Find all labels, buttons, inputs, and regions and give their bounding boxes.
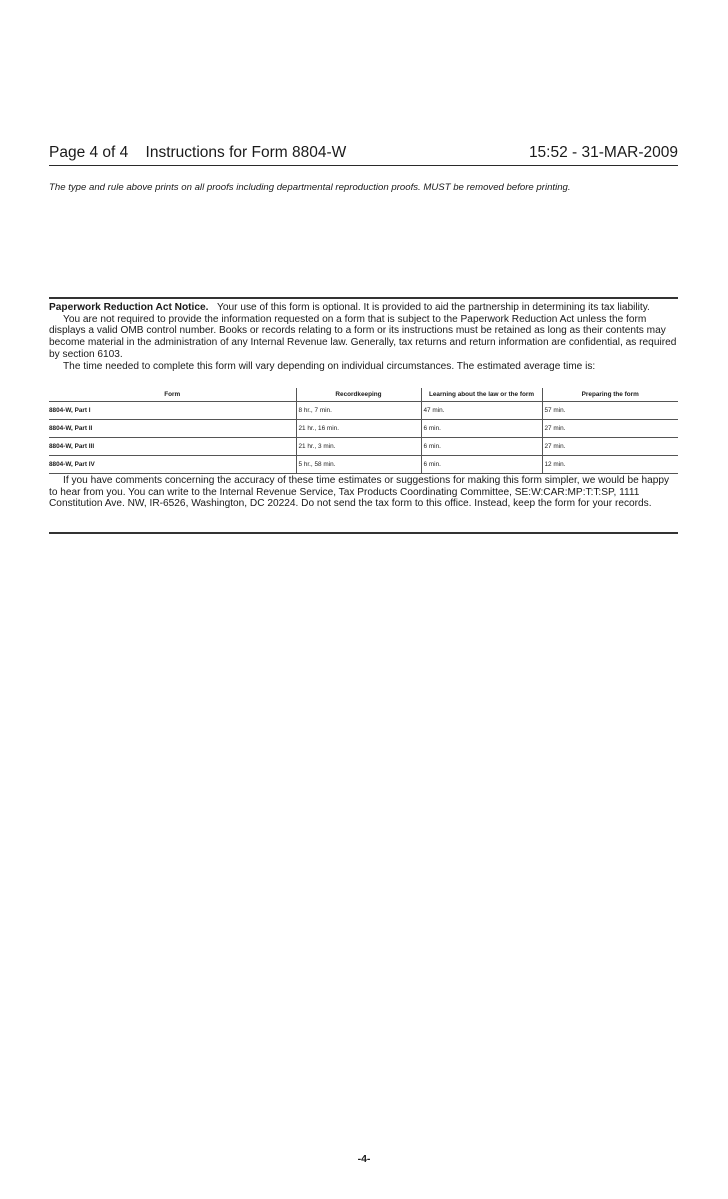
cell-learning: 6 min. (421, 420, 542, 438)
proof-note: The type and rule above prints on all proofs including departmental reproduction proofs. MUST be removed before printing. (49, 182, 571, 193)
page-header (49, 143, 678, 165)
header-left (49, 143, 346, 163)
section-rule (49, 297, 678, 299)
cell-form: 8804-W, Part II (49, 420, 296, 438)
header-preparing: Preparing the form (542, 388, 678, 402)
header-form: Form (49, 388, 296, 402)
table-header-row (49, 388, 678, 402)
comments-section (49, 475, 678, 510)
table-row (49, 438, 678, 456)
table-row (49, 402, 678, 420)
doc-title: Instructions for Form 8804-W (145, 144, 347, 161)
bottom-rule (49, 532, 678, 534)
cell-learning: 6 min. (421, 438, 542, 456)
cell-learning: 47 min. (421, 402, 542, 420)
cell-form: 8804-W, Part IV (49, 456, 296, 474)
cell-recordkeeping: 21 hr., 16 min. (296, 420, 421, 438)
notice-para-3: The time needed to complete this form will vary depending on individual circumstances. The estimated average time is: (63, 360, 596, 372)
table-row (49, 420, 678, 438)
cell-form: 8804-W, Part III (49, 438, 296, 456)
notice-para-2: You are not required to provide the information requested on a form that is subject to the Paperwork Reduction Act unless the form displays a valid OMB control number. Books or records relating to a form or its instructions must be retained as long as their contents may become material in the administration of any Internal Revenue law. Generally, tax returns and return information are confidential, as required by section 6103. (49, 313, 677, 360)
cell-recordkeeping: 5 hr., 58 min. (296, 456, 421, 474)
cell-preparing: 12 min. (542, 456, 678, 474)
cell-preparing: 27 min. (542, 420, 678, 438)
cell-preparing: 27 min. (542, 438, 678, 456)
header-learning: Learning about the law or the form (421, 388, 542, 402)
notice-text-1: Your use of this form is optional. It is provided to aid the partnership in determining its tax liability. (217, 302, 650, 313)
paperwork-notice (49, 302, 678, 372)
cell-recordkeeping: 8 hr., 7 min. (296, 402, 421, 420)
notice-para-1 (49, 302, 678, 314)
cell-form: 8804-W, Part I (49, 402, 296, 420)
cell-recordkeeping: 21 hr., 3 min. (296, 438, 421, 456)
cell-preparing: 57 min. (542, 402, 678, 420)
comments-text: If you have comments concerning the accuracy of these time estimates or suggestions for making this form simpler, we would be happy to hear from you. You can write to the Internal Revenue Service, Tax Products Coordinating Committee, SE:W:CAR:MP:T:T:SP, 1111 Constitution Ave. NW, IR-6526, Washington, DC 20224. Do not send the tax form to this office. Instead, keep the form for your records. (49, 475, 670, 510)
notice-title: Paperwork Reduction Act Notice. (49, 302, 209, 313)
cell-learning: 6 min. (421, 456, 542, 474)
header-recordkeeping: Recordkeeping (296, 388, 421, 402)
page-number: -4- (357, 1153, 371, 1165)
time-estimate-table (49, 388, 678, 474)
header-rule (49, 165, 678, 166)
page-label: Page 4 of 4 (49, 144, 129, 161)
table-row (49, 456, 678, 474)
timestamp: 15:52 - 31-MAR-2009 (528, 144, 678, 161)
